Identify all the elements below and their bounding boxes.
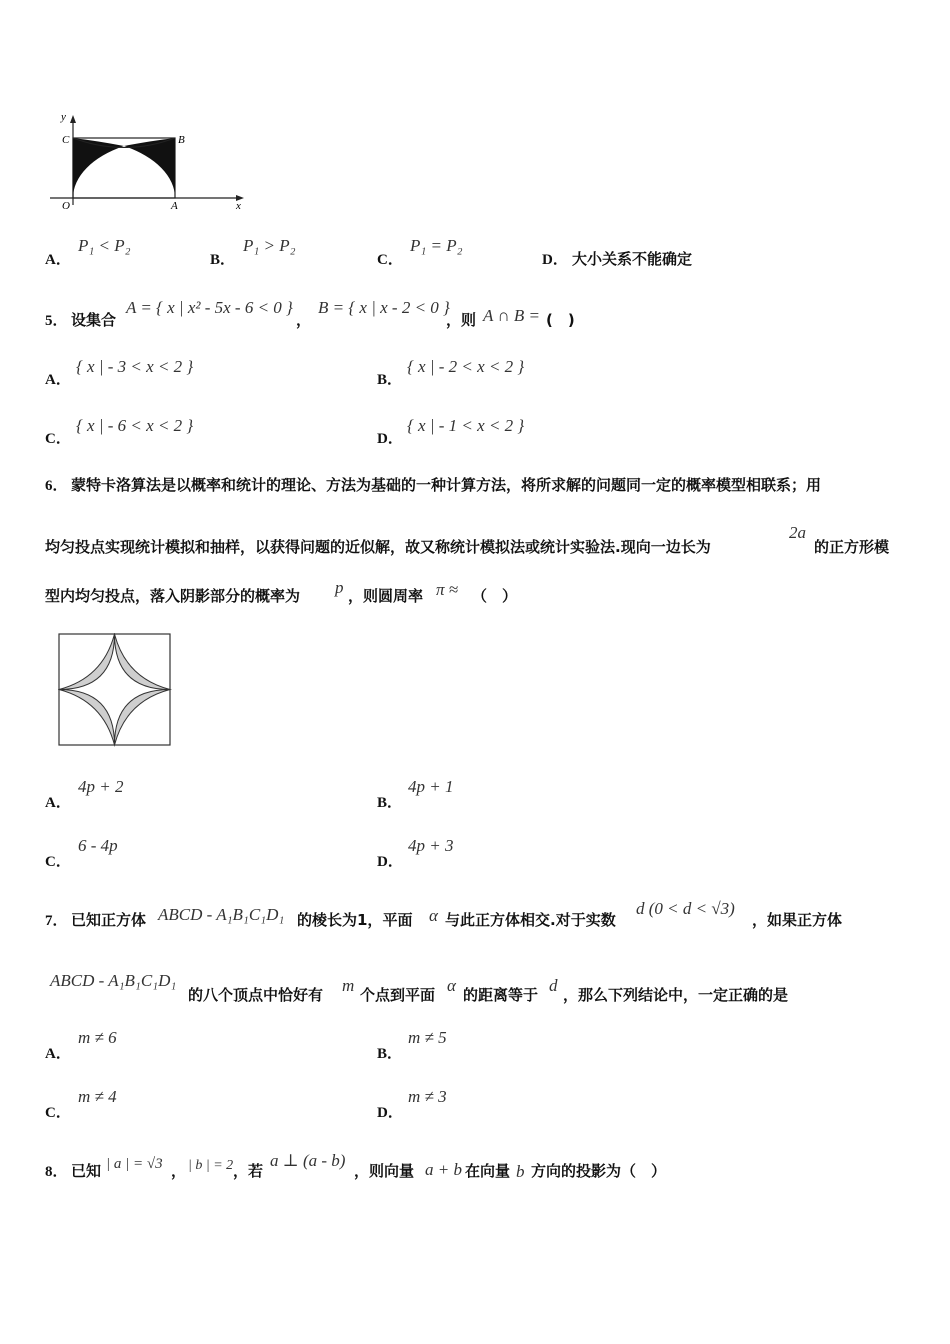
q5-set-b: B = { x | x - 2 < 0 } xyxy=(318,298,450,317)
option-expr: P₁ > P₂ xyxy=(243,236,296,255)
option-expr: 4p + 3 xyxy=(408,836,454,855)
q6-line2a: 均匀投点实现统计模拟和抽样，以获得问题的近似解，故又称统计模拟法或统计实验法.现向一边长为 xyxy=(45,538,711,556)
option-label: A． xyxy=(45,795,71,811)
x-label: x xyxy=(236,200,241,212)
q5-set-a: A = { x | x² - 5x - 6 < 0 } xyxy=(126,298,293,317)
q8-sum: a + b xyxy=(425,1160,462,1179)
q7-t5: 的八个顶点中恰好有 xyxy=(188,986,324,1004)
y-axis-arrow xyxy=(70,115,76,123)
option-label: D． xyxy=(542,252,568,268)
q6-line3a: 型内均匀投点，落入阴影部分的概率为 xyxy=(45,587,301,605)
q6-side: 2a xyxy=(789,523,806,542)
square-outline xyxy=(59,634,170,745)
q6-p: p xyxy=(335,578,344,597)
option-expr: P₁ < P₂ xyxy=(78,236,131,255)
q5-number: 5． xyxy=(45,313,68,329)
q7-d-range: d (0 < d < √3) xyxy=(636,899,735,918)
option-expr: 6 - 4p xyxy=(78,836,118,855)
q7-number: 7． xyxy=(45,913,68,929)
option-expr: 4p + 2 xyxy=(78,777,124,796)
q8-t3: ，则向量 xyxy=(354,1162,415,1180)
option-label: B． xyxy=(210,252,236,268)
q8-t5: 方向的投影为（ ） xyxy=(531,1162,667,1180)
q7-t7: 的距离等于 xyxy=(463,986,539,1004)
option-expr: P₁ = P₂ xyxy=(410,236,463,255)
q5-paren: ( ) xyxy=(546,311,575,329)
q7-alpha: α xyxy=(429,906,438,925)
b-label: B xyxy=(178,134,185,146)
origin-label: O xyxy=(62,200,70,212)
option-label: A． xyxy=(45,252,71,268)
option-expr: { x | - 6 < x < 2 } xyxy=(76,416,194,435)
q7-cube-2: ABCD - A₁B₁C₁D₁ xyxy=(50,971,177,990)
option-label: C． xyxy=(45,1105,71,1121)
y-label: y xyxy=(61,111,66,123)
q5-then: ，则 xyxy=(446,311,477,329)
option-expr: m ≠ 4 xyxy=(78,1087,117,1106)
option-expr: m ≠ 6 xyxy=(78,1028,117,1047)
q6-number: 6． xyxy=(45,478,68,494)
option-label: A． xyxy=(45,1046,71,1062)
q7-t2: 的棱长为1，平面 xyxy=(297,911,413,929)
q7-t1: 已知正方体 xyxy=(71,911,147,929)
option-expr: 4p + 1 xyxy=(408,777,454,796)
q5-comma: ， xyxy=(296,311,312,329)
option-expr: { x | - 1 < x < 2 } xyxy=(407,416,525,435)
q6-line2b: 的正方形模 xyxy=(814,538,890,556)
q5-stem-prefix: 设集合 xyxy=(71,311,117,329)
option-expr: m ≠ 3 xyxy=(408,1087,447,1106)
option-text: 大小关系不能确定 xyxy=(572,250,693,268)
q6-line1: 蒙特卡洛算法是以概率和统计的理论、方法为基础的一种计算方法，将所求解的问题同一定的概率模型相联系；用 xyxy=(71,476,822,494)
option-label: C． xyxy=(45,431,71,447)
q7-d: d xyxy=(549,976,558,995)
option-expr: { x | - 3 < x < 2 } xyxy=(76,357,194,376)
option-label: D． xyxy=(377,854,403,870)
q7-t3: 与此正方体相交.对于实数 xyxy=(445,911,616,929)
option-label: C． xyxy=(377,252,403,268)
a-label: A xyxy=(171,200,178,212)
q8-t4: 在向量 xyxy=(465,1162,511,1180)
c-label: C xyxy=(62,134,70,146)
q7-alpha-2: α xyxy=(447,976,456,995)
q7-t6: 个点到平面 xyxy=(360,986,436,1004)
option-expr: m ≠ 5 xyxy=(408,1028,447,1047)
option-label: A． xyxy=(45,372,71,388)
q7-m: m xyxy=(342,976,355,995)
q8-sep: ， xyxy=(171,1162,187,1180)
q8-b-abs: | b | = 2 xyxy=(188,1158,234,1173)
option-label: B． xyxy=(377,1046,403,1062)
option-label: D． xyxy=(377,431,403,447)
q8-perp: a ⊥ (a - b) xyxy=(270,1151,346,1170)
q8-number: 8． xyxy=(45,1164,68,1180)
option-label: C． xyxy=(45,854,71,870)
q6-paren: （ ） xyxy=(472,587,518,605)
option-label: D． xyxy=(377,1105,403,1121)
q6-figure xyxy=(58,633,172,747)
q8-b: b xyxy=(516,1162,525,1181)
q6-line3b: ，则圆周率 xyxy=(348,587,424,605)
q8-t2: ，若 xyxy=(233,1162,264,1180)
q7-t8: ，那么下列结论中，一定正确的是 xyxy=(563,986,789,1004)
q5-expr: A ∩ B = xyxy=(483,306,540,325)
q7-cube: ABCD - A₁B₁C₁D₁ xyxy=(158,905,285,924)
q8-a-abs: | a | = √3 xyxy=(106,1156,163,1172)
q4-figure xyxy=(48,105,253,215)
option-expr: { x | - 2 < x < 2 } xyxy=(407,357,525,376)
option-label: B． xyxy=(377,795,403,811)
q6-pi: π ≈ xyxy=(436,580,459,599)
q8-t1: 已知 xyxy=(71,1162,102,1180)
option-label: B． xyxy=(377,372,403,388)
q7-t4: ，如果正方体 xyxy=(752,911,843,929)
